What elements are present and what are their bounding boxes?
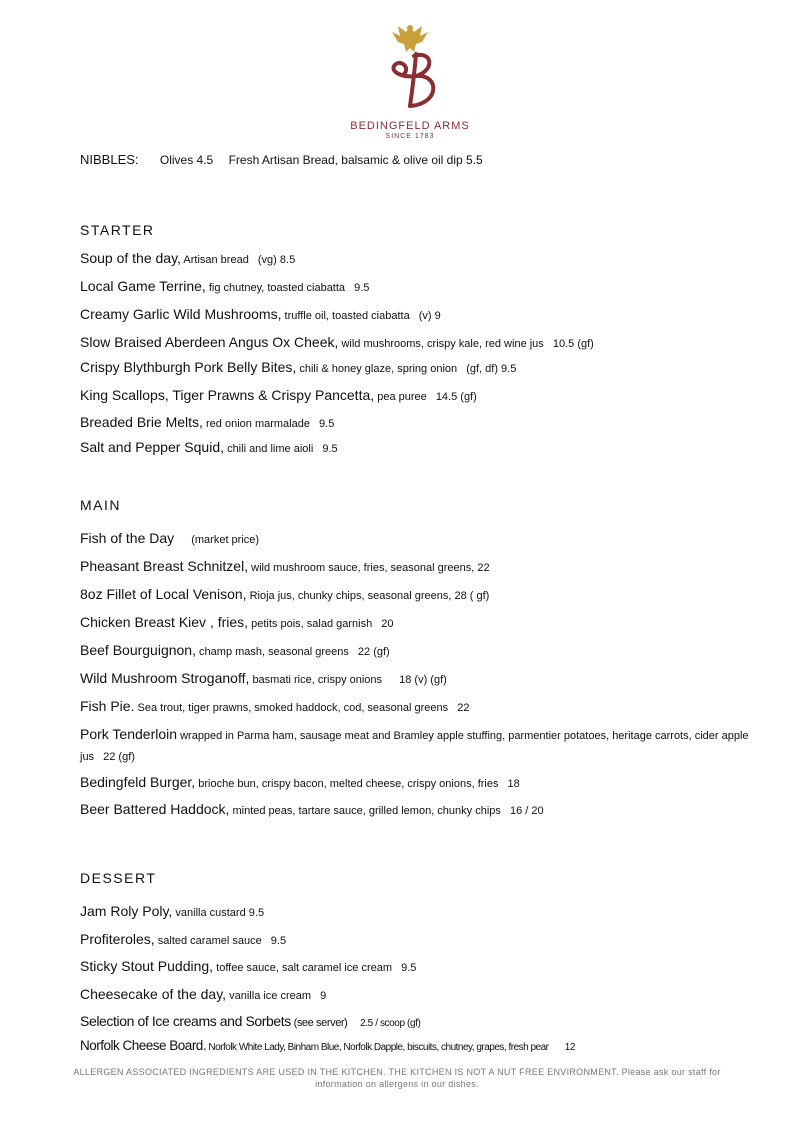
- item-desc: chili and lime aioli: [227, 443, 314, 455]
- item-desc: wild mushroom sauce, fries, seasonal greens,: [251, 562, 475, 574]
- item-desc: vanilla ice cream: [229, 990, 312, 1002]
- item-desc: chili & honey glaze, spring onion: [299, 363, 458, 375]
- item-name: Beer Battered Haddock,: [80, 801, 230, 817]
- item-price: 22: [477, 562, 490, 574]
- item-price: 28 ( gf): [454, 590, 490, 602]
- menu-item: [80, 958, 416, 974]
- menu-item: [80, 530, 259, 546]
- menu-item: [80, 614, 394, 630]
- item-price: 9.5: [401, 962, 417, 974]
- main-title: MAIN: [80, 497, 121, 513]
- item-desc: Norfolk White Lady, Binham Blue, Norfolk Dapple, biscuits, chutney, grapes, fresh pear: [208, 1042, 549, 1053]
- item-price: 14.5 (gf): [435, 391, 477, 403]
- bedingfeld-logo-icon: [370, 18, 450, 118]
- item-desc: minted peas, tartare sauce, grilled lemon, chunky chips: [232, 805, 501, 817]
- item-desc: Rioja jus, chunky chips, seasonal greens,: [249, 590, 452, 602]
- item-price: 22 (gf): [357, 646, 390, 658]
- item-price: 18 (v) (gf): [399, 674, 447, 686]
- item-price: 22: [457, 702, 470, 714]
- item-name: Sticky Stout Pudding,: [80, 958, 214, 974]
- menu-item: [80, 670, 447, 686]
- allergen-notice-line: ALLERGEN ASSOCIATED INGREDIENTS ARE USED IN THE KITCHEN. THE KITCHEN IS NOT A NUT FREE ENVIRONMENT. Please ask our staff for: [73, 1067, 721, 1077]
- item-desc: (see server): [293, 1017, 348, 1029]
- item-name: Beef Bourguignon,: [80, 642, 196, 658]
- item-name: Local Game Terrine,: [80, 278, 206, 294]
- item-desc: salted caramel sauce: [157, 935, 262, 947]
- allergen-notice: [60, 1066, 734, 1090]
- item-price: 9.5: [354, 282, 370, 294]
- item-desc: truffle oil, toasted ciabatta: [284, 310, 410, 322]
- item-price: 2.5 / scoop (gf): [360, 1018, 421, 1029]
- item-name: 8oz Fillet of Local Venison,: [80, 586, 247, 602]
- brand-name: BEDINGFELD ARMS: [350, 120, 470, 132]
- item-price: (v) 9: [418, 310, 441, 322]
- item-desc: (market price): [191, 534, 260, 546]
- item-price: 9.5: [248, 907, 265, 919]
- item-name: Breaded Brie Melts,: [80, 414, 203, 430]
- item-desc: Artisan bread: [183, 254, 249, 266]
- item-name: Profiteroles,: [80, 931, 155, 947]
- item-price: 9.5: [319, 418, 335, 430]
- dessert-title: DESSERT: [80, 870, 157, 886]
- item-name: Wild Mushroom Stroganoff,: [80, 670, 250, 686]
- brand-since: SINCE 1783: [385, 133, 435, 140]
- item-name: Creamy Garlic Wild Mushrooms,: [80, 306, 282, 322]
- item-price: 22 (gf): [103, 751, 135, 763]
- menu-item: [80, 306, 441, 322]
- item-price: 12: [564, 1042, 575, 1053]
- item-price: 20: [381, 618, 394, 630]
- item-name: Norfolk Cheese Board.: [80, 1038, 207, 1053]
- menu-item: [80, 278, 369, 294]
- item-name: Soup of the day,: [80, 250, 181, 266]
- item-name: Fish of the Day: [80, 530, 175, 546]
- menu-item: [80, 801, 544, 817]
- item-price: 9: [320, 990, 327, 1002]
- nibbles-label: NIBBLES:: [80, 152, 139, 167]
- menu-item: [80, 698, 469, 714]
- item-desc: petits pois, salad garnish: [251, 618, 373, 630]
- item-desc: wrapped in Parma ham, sausage meat and Bramley apple stuffing, parmentier potatoes, heritage carrots, cider apple jus: [80, 730, 749, 763]
- item-name: Pheasant Breast Schnitzel,: [80, 558, 249, 574]
- menu-item: [80, 642, 390, 658]
- item-name: Crispy Blythburgh Pork Belly Bites,: [80, 359, 297, 375]
- item-name: Salt and Pepper Squid,: [80, 439, 224, 455]
- allergen-notice-line: information on allergens in our dishes.: [315, 1079, 479, 1089]
- item-name: Fish Pie.: [80, 698, 135, 714]
- item-name: King Scallops, Tiger Prawns & Crispy Pancetta,: [80, 387, 375, 403]
- item-desc: wild mushrooms, crispy kale, red wine jus: [341, 338, 544, 350]
- item-price: 18: [507, 778, 520, 790]
- menu-item: [80, 586, 489, 602]
- item-desc: toffee sauce, salt caramel ice cream: [216, 962, 393, 974]
- item-price: 9.5: [270, 935, 287, 947]
- item-name: Cheesecake of the day,: [80, 986, 227, 1002]
- menu-item: [80, 1038, 575, 1053]
- menu-item: [80, 931, 286, 947]
- item-name: Slow Braised Aberdeen Angus Ox Cheek,: [80, 334, 339, 350]
- item-desc: fig chutney, toasted ciabatta: [208, 282, 346, 294]
- item-name: Chicken Breast Kiev , fries,: [80, 614, 249, 630]
- item-name: Selection of Ice creams and Sorbets: [80, 1013, 291, 1029]
- item-name: Pork Tenderloin: [80, 726, 178, 742]
- menu-item: [80, 903, 264, 919]
- item-price: (vg) 8.5: [257, 254, 296, 266]
- menu-item: [80, 1013, 420, 1029]
- item-price: 10.5 (gf): [552, 338, 594, 350]
- menu-item: [80, 359, 516, 375]
- item-desc: Sea trout, tiger prawns, smoked haddock, cod, seasonal greens: [137, 702, 449, 714]
- item-desc: brioche bun, crispy bacon, melted cheese, crispy onions, fries: [198, 778, 499, 790]
- item-price: (gf, df) 9.5: [466, 363, 517, 375]
- logo: [330, 18, 490, 138]
- menu-item: [80, 439, 338, 455]
- menu-item: [80, 558, 490, 574]
- item-price: 16 / 20: [509, 805, 544, 817]
- menu-item: [80, 724, 750, 768]
- nibbles-item: Olives 4.5: [159, 153, 214, 167]
- item-desc: vanilla custard: [175, 907, 246, 919]
- menu-item: [80, 387, 477, 403]
- nibbles-line: [80, 152, 495, 167]
- menu-item: [80, 414, 334, 430]
- item-price: 9.5: [322, 443, 338, 455]
- item-name: Jam Roly Poly,: [80, 903, 173, 919]
- item-name: Bedingfeld Burger,: [80, 774, 196, 790]
- starter-title: STARTER: [80, 222, 155, 238]
- menu-item: [80, 250, 295, 266]
- menu-item: [80, 334, 594, 350]
- item-desc: pea puree: [377, 391, 427, 403]
- menu-item: [80, 774, 520, 790]
- item-desc: champ mash, seasonal greens: [199, 646, 349, 658]
- item-desc: basmati rice, crispy onions: [252, 674, 383, 686]
- item-desc: red onion marmalade: [206, 418, 310, 430]
- nibbles-item: Fresh Artisan Bread, balsamic & olive oil dip 5.5: [228, 153, 483, 167]
- menu-item: [80, 986, 326, 1002]
